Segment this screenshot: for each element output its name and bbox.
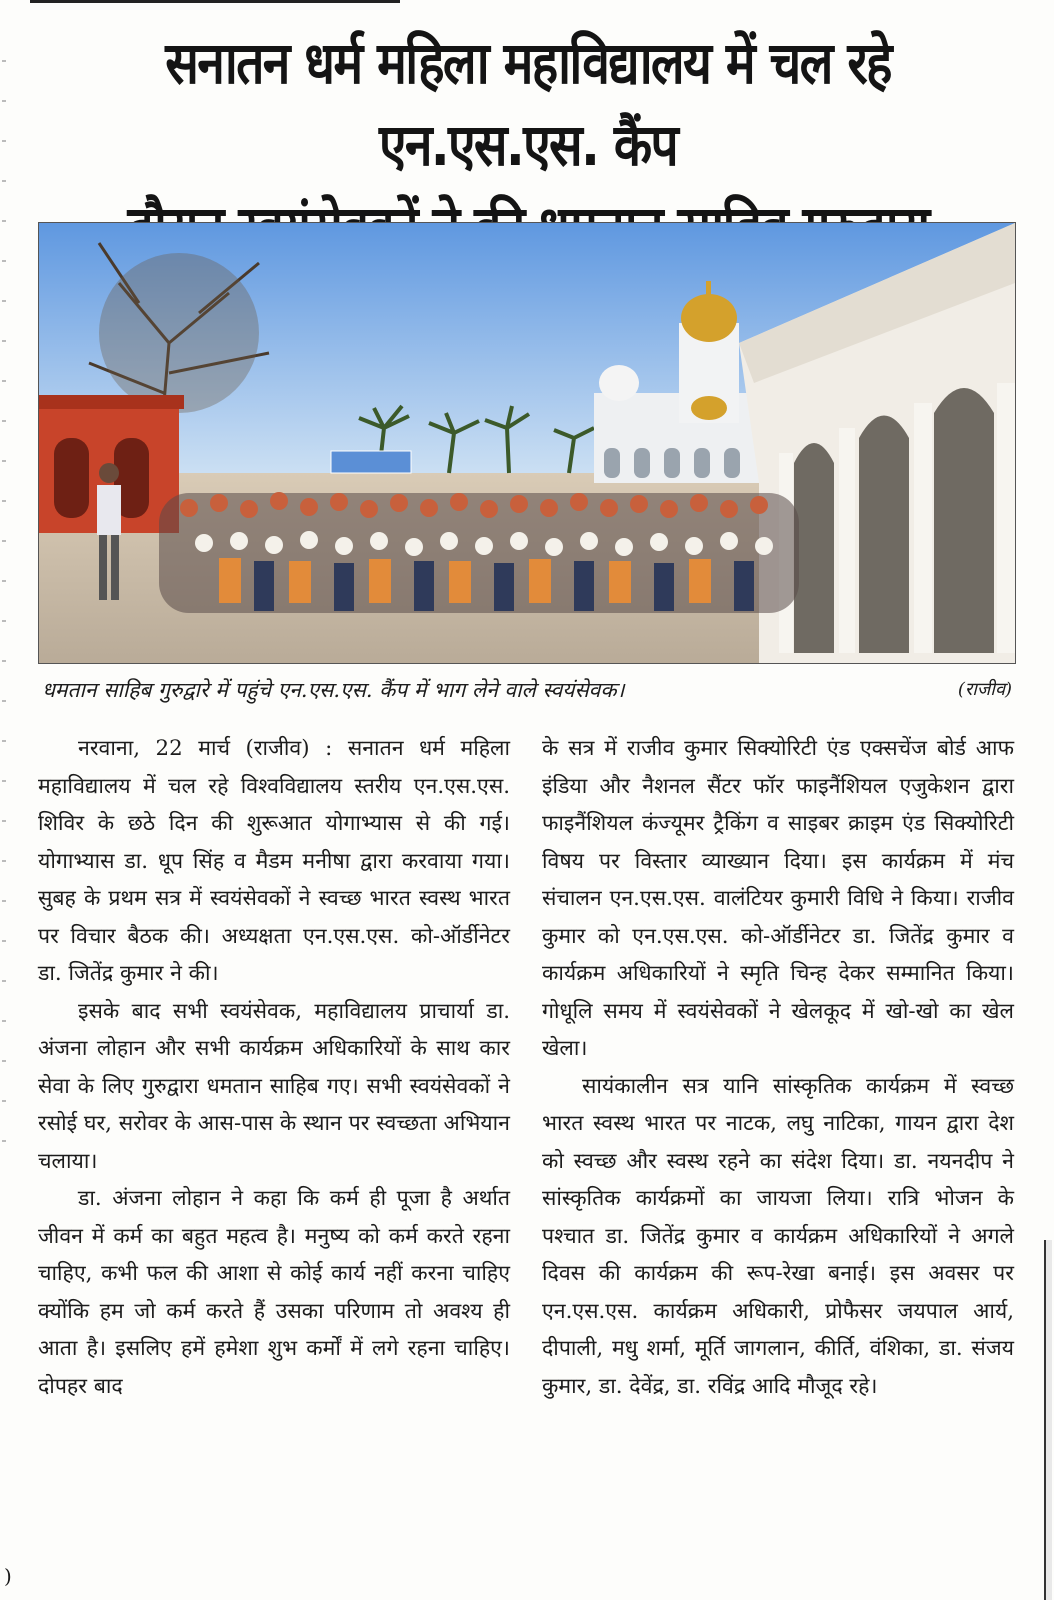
top-rule	[30, 0, 400, 3]
caption-text: धमतान साहिब गुरुद्वारे में पहुंचे एन.एस.एस. कैंप में भाग लेने वाले स्वयंसेवक।	[42, 678, 625, 702]
paragraph: सायंकालीन सत्र यानि सांस्कृतिक कार्यक्रम में स्वच्छ भारत स्वस्थ भारत पर नाटक, लघु नाटिका, गायन द्वारा देश को स्वच्छ और स्वस्थ रहने का संदेश दिया। डा. नयनदीप ने सांस्कृतिक कार्यक्रमों का जायजा लिया। रात्रि भोजन के पश्चात डा. जितेंद्र कुमार व कार्यक्रम अधिकारियों ने अगले दिवस की कार्यक्रम की रूप-रेखा बनाई। इस अवसर पर एन.एस.एस. कार्यक्रम अधिकारी, प्रोफैसर जयपाल आर्य, दीपाली, मधु शर्मा, मूर्ति जागलान, कीर्ति, वंशिका, डा. संजय कुमार, डा. देवेंद्र, डा. रविंद्र आदि मौजूद रहे।	[542, 1073, 1014, 1399]
paragraph: डा. अंजना लोहान ने कहा कि कर्म ही पूजा है अर्थात जीवन में कर्म का बहुत महत्व है। मनुष्य को कर्म करते रहना चाहिए, कभी फल की आशा से कोई कार्य नहीं करना चाहिए क्योंकि हम जो कर्म करते हैं उसका परिणाम तो अवश्य ही आता है। इसलिए हमें हमेशा शुभ कर्मों में लगे रहना चाहिए। दोपहर बाद	[38, 1186, 510, 1399]
news-photo	[38, 222, 1016, 664]
left-edge-perforation	[2, 60, 6, 1160]
photo-caption	[42, 672, 1012, 712]
adjacent-page-edge	[1044, 1240, 1052, 1600]
gurudwara-group-photo	[39, 223, 1015, 663]
banner	[331, 451, 411, 473]
margin-mark: )	[4, 1564, 12, 1588]
tree-foliage	[99, 253, 259, 413]
paragraph: नरवाना, 22 मार्च (राजीव) : सनातन धर्म महिला महाविद्यालय में चल रहे विश्वविद्यालय स्तरीय एन.एस.एस. शिविर के छठे दिन की शुरूआत योगाभ्यास से की गई। योगाभ्यास डा. धूप सिंह व मैडम मनीषा द्वारा करवाया गया। सुबह के प्रथम सत्र में स्वयंसेवकों ने स्वच्छ भारत स्वस्थ भारत पर विचार बैठक की। अध्यक्षता एन.एस.एस. को-ऑर्डीनेटर डा. जितेंद्र कुमार ने की।	[38, 736, 510, 986]
paragraph: के सत्र में राजीव कुमार सिक्योरिटी एंड एक्सचेंज बोर्ड आफ इंडिया और नैशनल सैंटर फॉर फाइनैंशियल एजुकेशन द्वारा फाइनैंशियल कंज्यूमर ट्रैकिंग व साइबर क्राइम एंड सिक्योरिटी विषय पर विस्तार व्याख्यान दिया। इस कार्यक्रम में मंच संचालन एन.एस.एस. वालंटियर कुमारी विधि ने किया। राजीव कुमार को एन.एस.एस. को-ऑर्डीनेटर डा. जितेंद्र कुमार व कार्यक्रम अधिकारियों ने स्मृति चिन्ह देकर सम्मानित किया। गोधूलि समय में स्वयंसेवकों ने खेलकूद में खो-खो का खेल खेला।	[542, 736, 1014, 1061]
paragraph: इसके बाद सभी स्वयंसेवक, महाविद्यालय प्राचार्या डा. अंजना लोहान और सभी कार्यक्रम अधिकारियों के साथ कार सेवा के लिए गुरुद्वारा धमतान साहिब गए। सभी स्वयंसेवकों ने रसोई घर, सरोवर के आस-पास के स्थान पर स्वच्छता अभियान चलाया।	[38, 998, 510, 1174]
article-column-left	[38, 730, 510, 1405]
headline-line-1: सनातन धर्म महिला महाविद्यालय में चल रहे एन.एस.एस. कैंप	[165, 29, 891, 179]
photo-credit: (राजीव)	[957, 679, 1012, 700]
article-column-right	[542, 730, 1014, 1405]
